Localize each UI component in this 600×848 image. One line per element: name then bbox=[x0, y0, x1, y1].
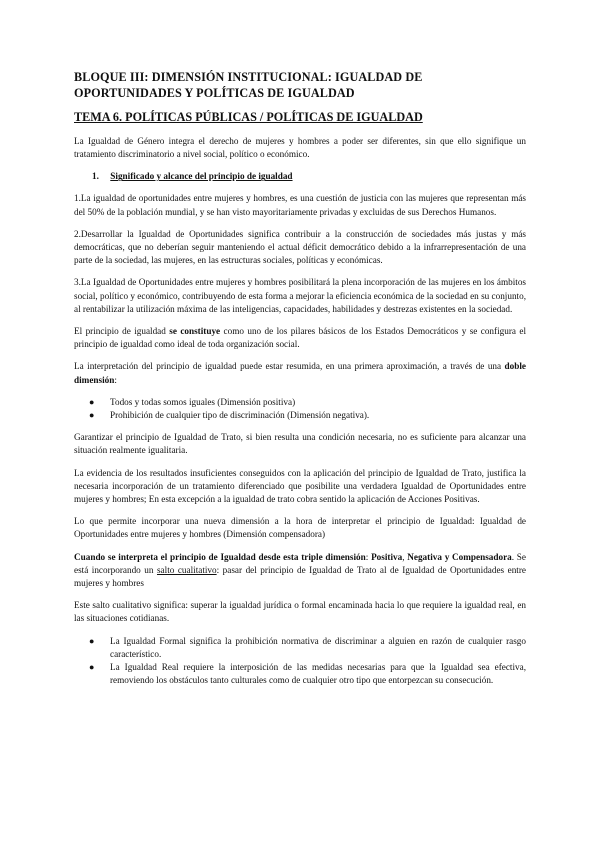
section-title: Significado y alcance del principio de igualdad bbox=[110, 171, 293, 182]
paragraph-9-bold-b: Positiva bbox=[371, 551, 403, 562]
paragraph-9-bold-a: Cuando se interpreta el principio de Igualdad desde esta triple dimensión bbox=[74, 551, 366, 562]
paragraph-6: Garantizar el principio de Igualdad de Trato, si bien resulta una condición necesaria, no es suficiente para alcanzar una situación realmente igualitaria. bbox=[74, 432, 526, 456]
bullet-icon: ● bbox=[89, 662, 95, 673]
paragraph-9-bold-c: Negativa y Compensadora bbox=[407, 551, 512, 562]
bullet-icon: ● bbox=[89, 635, 95, 646]
bullet-icon: ● bbox=[89, 396, 95, 407]
bloque-title: BLOQUE III: DIMENSIÓN INSTITUCIONAL: IGUALDAD DE OPORTUNIDADES Y POLÍTICAS DE IGUALDAD bbox=[74, 70, 423, 100]
paragraph-4-text-a: El principio de igualdad bbox=[74, 326, 170, 337]
dimension-list bbox=[74, 396, 526, 422]
list-item bbox=[74, 396, 526, 409]
paragraph-10: Este salto cualitativo significa: superar la igualdad jurídica o formal encaminada hacia lo que requiere la igualdad real, en las situaciones cotidianas. bbox=[74, 600, 526, 624]
paragraph-5-text-a: La interpretación del principio de igualdad puede estar resumida, en una primera aproximación, a través de una bbox=[74, 361, 505, 372]
bullet-icon: ● bbox=[89, 410, 95, 421]
paragraph-5-text-b: : bbox=[114, 374, 117, 385]
document-content bbox=[74, 70, 526, 697]
list-item-text: Prohibición de cualquier tipo de discriminación (Dimensión negativa). bbox=[110, 410, 370, 421]
paragraph-7: La evidencia de los resultados insuficientes conseguidos con la aplicación del principio de Igualdad de Trato, justifica la necesaria incorporación de un tratamiento diferenciado que posibilite una verdadera Igualdad de Oportunidades entre mujeres y hombres; En esta excepción a la igualdad de trato cobra sentido la aplicación de Acciones Positivas. bbox=[74, 467, 526, 505]
paragraph-9-underline: salto cualitativo bbox=[156, 564, 217, 575]
paragraph-8: Lo que permite incorporar una nueva dimensión a la hora de interpretar el principio de Igualdad: Igualdad de Oportunidades entre mujeres y hombres (Dimensión compensadora) bbox=[74, 516, 526, 540]
paragraph-4-text-b: como uno de los pilares básicos de los Estados Democráticos y se configura el principio de igualdad como ideal de toda organización social. bbox=[74, 326, 526, 350]
paragraph-5-bold: doble dimensión bbox=[74, 361, 526, 385]
list-item-text: La Igualdad Real requiere la interposición de las medidas necesarias para que la Igualdad sea efectiva, removiendo los obstáculos tanto culturales como de cualquier otro tipo que entorpezcan su consecución. bbox=[110, 662, 526, 686]
paragraph-2: 2.Desarrollar la Igualdad de Oportunidades significa contribuir a la construcción de sociedades más justas y más democráticas, que no deberían seguir manteniendo el actual déficit democrático debido a la infrarrepresentación de una parte de la sociedad, las mujeres, en las estructuras sociales, políticas y económicas. bbox=[74, 228, 526, 266]
igualdad-list bbox=[74, 635, 526, 688]
paragraph-1: 1.La igualdad de oportunidades entre mujeres y hombres, es una cuestión de justicia con las mujeres que representan más del 50% de la población mundial, y se han visto mayoritariamente privadas y excluidas de sus Derechos Humanos. bbox=[74, 193, 526, 217]
list-item bbox=[74, 635, 526, 661]
paragraph-3: 3.La Igualdad de Oportunidades entre mujeres y hombres posibilitará la plena incorporación de las mujeres en los ámbitos social, político y económico, contribuyendo de esta forma a mejorar la eficiencia económica de la sociedad en su conjunto, al rentabilizar la utilización máxima de las inteligencias, capacidades, habilidades y destrezas existentes en la sociedad. bbox=[74, 277, 526, 314]
intro-paragraph: La Igualdad de Género integra el derecho de mujeres y hombres a poder ser diferentes, sin que ello signifique un tratamiento discriminatorio a nivel social, político o económico. bbox=[74, 136, 526, 160]
paragraph-9 bbox=[74, 551, 526, 591]
paragraph-9-sep-a: : bbox=[365, 551, 372, 562]
tema-title: TEMA 6. POLÍTICAS PÚBLICAS / POLÍTICAS DE IGUALDAD bbox=[74, 110, 423, 124]
section-heading bbox=[74, 170, 526, 183]
paragraph-9-text-b: : pasar del principio de Igualdad de Trato al de Igualdad de Oportunidades entre mujeres y hombres bbox=[74, 564, 526, 589]
paragraph-9-sep-b: , bbox=[402, 551, 408, 562]
list-item-text: La Igualdad Formal significa la prohibición normativa de discriminar a alguien en razón de cualquier rasgo característico. bbox=[110, 635, 526, 659]
list-item bbox=[74, 661, 526, 687]
list-item-text: Todos y todas somos iguales (Dimensión positiva) bbox=[110, 396, 296, 407]
paragraph-9-text-a: . Se está incorporando un bbox=[74, 551, 526, 575]
section-number: 1. bbox=[92, 171, 99, 182]
paragraph-4 bbox=[74, 325, 526, 351]
list-item bbox=[74, 409, 526, 422]
paragraph-4-bold: se constituye bbox=[169, 326, 221, 337]
paragraph-5 bbox=[74, 360, 526, 386]
